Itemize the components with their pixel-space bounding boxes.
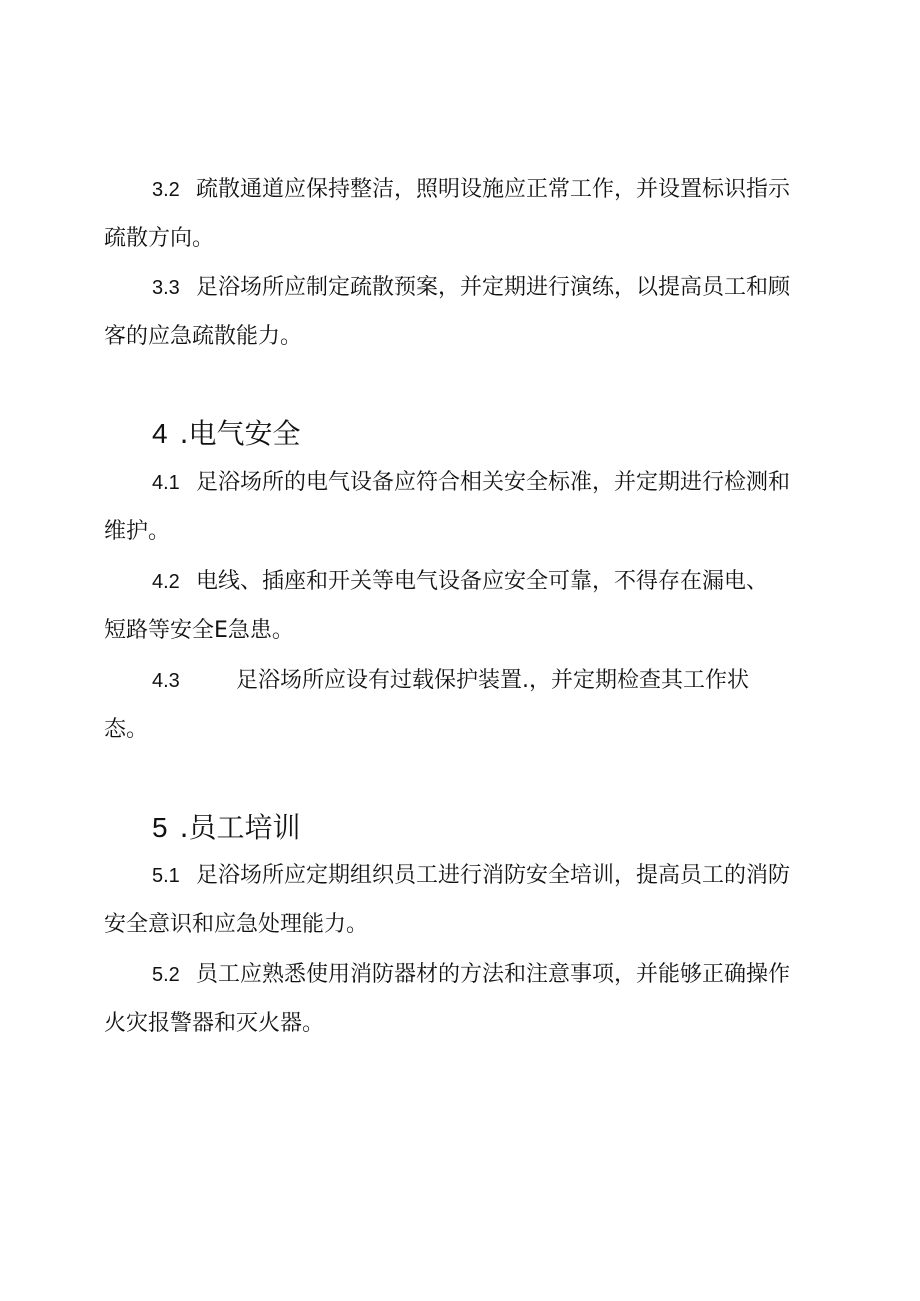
para-4-1-line-1 (152, 468, 790, 498)
para-4-2-line-1 (152, 567, 768, 597)
para-text: 疏散通道应保持整洁，照明设施应正常工作，并设置标识指示 (196, 177, 791, 202)
para-text: 员工应熟悉使用消防器材的方法和注意事项，并能够正确操作 (196, 962, 791, 987)
para-3-2-line-2: 疏散方向。 (104, 226, 215, 251)
para-text: 足浴场所应定期组织员工进行消防安全培训，提高员工的消防 (196, 863, 791, 888)
para-4-3-line-2: 态。 (104, 717, 149, 742)
para-4-2-line-2: 短路等安全E急患。 (104, 618, 294, 643)
section-heading-4 (152, 416, 300, 452)
para-5-2-line-1 (152, 960, 790, 990)
para-text: 足浴场所应设有过载保护装置.，并定期检查其工作状 (236, 668, 749, 693)
para-number: 4.2 (152, 571, 180, 593)
para-3-2-line-1 (152, 175, 790, 205)
heading-text: .电气安全 (179, 417, 301, 450)
heading-number: 4 (152, 418, 168, 449)
para-number: 5.2 (152, 964, 180, 986)
para-5-1-line-1 (152, 861, 790, 891)
para-4-3-line-1 (152, 666, 749, 696)
heading-text: .员工培训 (179, 811, 301, 844)
para-number: 3.2 (152, 179, 180, 201)
para-number: 5.1 (152, 865, 180, 887)
para-5-2-line-2: 火灾报警器和灭火器。 (104, 1011, 325, 1036)
para-5-1-line-2: 安全意识和应急处理能力。 (104, 912, 369, 937)
heading-number: 5 (152, 812, 168, 843)
para-text: 电线、插座和开关等电气设备应安全可靠，不得存在漏电、 (196, 569, 769, 594)
section-heading-5 (152, 810, 300, 846)
para-3-3-line-2: 客的应急疏散能力。 (104, 324, 303, 349)
para-text: 足浴场所应制定疏散预案，并定期进行演练，以提高员工和顾 (196, 275, 791, 300)
para-number: 3.3 (152, 277, 180, 299)
para-3-3-line-1 (152, 273, 790, 303)
para-number: 4.1 (152, 472, 180, 494)
para-4-1-line-2: 维护。 (104, 519, 171, 544)
para-text: 足浴场所的电气设备应符合相关安全标准，并定期进行检测和 (196, 470, 791, 495)
para-number: 4.3 (152, 670, 180, 692)
